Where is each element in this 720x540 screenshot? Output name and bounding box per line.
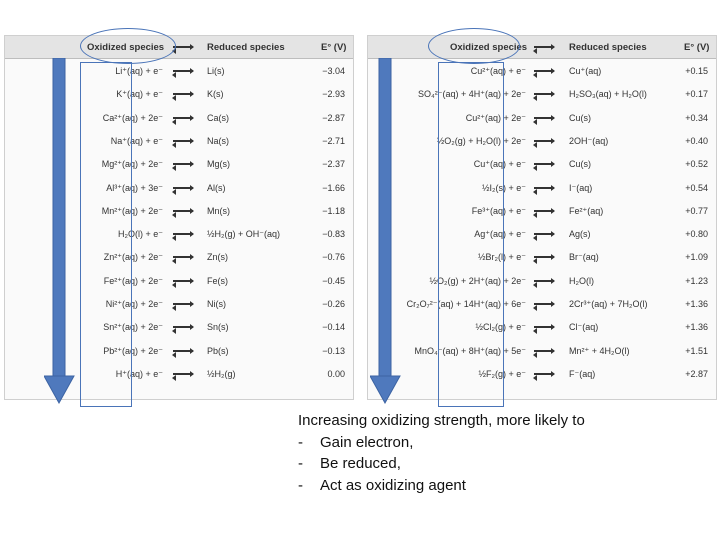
- e0-value-cell: +1.51: [685, 345, 708, 356]
- e0-value-cell: −0.76: [322, 252, 345, 263]
- reduced-species-cell: Ca(s): [207, 112, 229, 123]
- e0-value-cell: +0.77: [685, 205, 708, 216]
- table-row: [368, 316, 716, 339]
- reduced-species-cell: I⁻(aq): [569, 182, 593, 193]
- reduced-species-header: Reduced species: [207, 42, 285, 53]
- e0-value-cell: −2.93: [322, 89, 345, 100]
- oxidized-species-cell: Mg²⁺(aq) + 2e⁻: [101, 159, 163, 170]
- e0-value-cell: +1.09: [685, 252, 708, 263]
- oxidized-species-cell: H₂O(l) + e⁻: [118, 229, 163, 240]
- e0-value-cell: +1.23: [685, 275, 708, 286]
- oxidized-species-cell: Ag⁺(aq) + e⁻: [474, 229, 526, 240]
- caption-heading: Increasing oxidizing strength, more likely to: [298, 412, 585, 429]
- equilibrium-arrow-icon: [534, 350, 554, 352]
- reduced-species-cell: H₂SO₃(aq) + H₂O(l): [569, 89, 647, 100]
- e0-value-cell: −2.37: [322, 159, 345, 170]
- oxidized-species-cell: Fe³⁺(aq) + e⁻: [471, 205, 526, 216]
- oxidized-species-cell: ½O₂(g) + H₂O(l) + 2e⁻: [436, 135, 526, 146]
- table-row: [368, 153, 716, 176]
- equilibrium-arrow-icon: [173, 187, 193, 189]
- equilibrium-arrow-icon: [534, 280, 554, 282]
- right-oxidized-header-highlight-oval: [428, 28, 520, 64]
- e0-header: E° (V): [321, 42, 347, 53]
- oxidized-species-cell: ½Cl₂(g) + e⁻: [475, 322, 526, 333]
- table-row: [368, 83, 716, 106]
- reduced-species-cell: Al(s): [207, 182, 226, 193]
- reduced-species-cell: Cu(s): [569, 159, 591, 170]
- oxidized-species-cell: Cu²⁺(aq) + 2e⁻: [465, 112, 526, 123]
- table-row: [368, 177, 716, 200]
- oxidized-species-cell: Ni²⁺(aq) + 2e⁻: [105, 299, 163, 309]
- equilibrium-arrow-icon: [534, 70, 554, 72]
- equilibrium-arrow-icon: [534, 117, 554, 119]
- right-reduction-potential-table: [367, 35, 717, 400]
- oxidized-species-cell: Cu⁺(aq) + e⁻: [473, 159, 526, 170]
- table-row: [368, 246, 716, 269]
- e0-value-cell: +1.36: [685, 299, 708, 309]
- reduced-species-cell: Pb(s): [207, 345, 229, 356]
- e0-value-cell: −0.13: [322, 345, 345, 356]
- oxidized-species-cell: ½I₂(s) + e⁻: [481, 182, 526, 193]
- table-row: [368, 223, 716, 246]
- equilibrium-arrow-icon: [534, 233, 554, 235]
- bullet-dash: -: [298, 476, 303, 494]
- table-row: [368, 107, 716, 130]
- left-oxidized-header-highlight-oval: [80, 28, 176, 64]
- bullet-text: Be reduced,: [320, 455, 401, 472]
- table-row: [368, 200, 716, 223]
- left-down-arrow-icon: [44, 58, 76, 404]
- e0-value-cell: −1.66: [322, 182, 345, 193]
- reduced-species-cell: Fe²⁺(aq): [569, 205, 604, 216]
- oxidized-species-cell: H⁺(aq) + e⁻: [115, 368, 163, 379]
- reduced-species-header: Reduced species: [569, 42, 647, 53]
- e0-value-cell: 0.00: [327, 368, 345, 379]
- reduced-species-cell: Sn(s): [207, 322, 229, 333]
- reduced-species-cell: Zn(s): [207, 252, 228, 263]
- oxidized-species-header: Oxidized species: [87, 42, 165, 53]
- reduced-species-cell: Cu(s): [569, 112, 591, 123]
- e0-value-cell: +0.80: [685, 229, 708, 240]
- equilibrium-arrow-icon: [534, 187, 554, 189]
- reduced-species-cell: Mg(s): [207, 159, 230, 170]
- bullet-text: Gain electron,: [320, 433, 414, 451]
- equilibrium-arrow-icon: [173, 233, 193, 235]
- equilibrium-arrow-icon: [534, 210, 554, 212]
- e0-value-cell: −3.04: [322, 66, 345, 76]
- e0-value-cell: −2.87: [322, 112, 345, 123]
- e0-value-cell: +0.15: [685, 66, 708, 76]
- oxidized-species-cell: Na⁺(aq) + e⁻: [110, 135, 163, 146]
- e0-value-cell: +0.34: [685, 112, 708, 123]
- equilibrium-arrow-icon: [173, 163, 193, 165]
- caption-bullet: [298, 475, 718, 497]
- e0-value-cell: +0.17: [685, 89, 708, 100]
- e0-value-cell: +0.54: [685, 182, 708, 193]
- oxidized-species-cell: Fe²⁺(aq) + 2e⁻: [103, 275, 163, 286]
- equilibrium-arrow-icon: [173, 256, 193, 258]
- reduced-species-cell: Na(s): [207, 135, 229, 146]
- oxidized-species-cell: Mn²⁺(aq) + 2e⁻: [101, 205, 163, 216]
- equilibrium-arrow-icon: [173, 280, 193, 282]
- table-row: [368, 340, 716, 363]
- equilibrium-arrow-icon: [173, 140, 193, 142]
- table-row: [368, 363, 716, 386]
- left-oxidized-column-highlight-box: [80, 62, 132, 407]
- equilibrium-arrow-icon: [173, 210, 193, 212]
- oxidized-species-cell: MnO₄⁻(aq) + 8H⁺(aq) + 5e⁻: [414, 345, 526, 356]
- reduced-species-cell: Li(s): [207, 66, 225, 76]
- table-row: [368, 130, 716, 153]
- e0-value-cell: −0.45: [322, 275, 345, 286]
- caption-bullet: [298, 432, 718, 454]
- bullet-text: Act as oxidizing agent: [320, 476, 466, 494]
- table-row: [368, 270, 716, 293]
- oxidized-species-cell: Li⁺(aq) + e⁻: [115, 66, 163, 76]
- reduced-species-cell: Cl⁻(aq): [569, 322, 599, 333]
- oxidized-species-cell: Cu²⁺(aq) + e⁻: [470, 66, 526, 76]
- reduced-species-cell: Cu⁺(aq): [569, 66, 602, 76]
- oxidized-species-cell: Pb²⁺(aq) + 2e⁻: [103, 345, 163, 356]
- reduced-species-cell: ½H₂(g) + OH⁻(aq): [207, 229, 281, 240]
- oxidized-species-cell: Sn²⁺(aq) + 2e⁻: [103, 322, 163, 333]
- equilibrium-arrow-icon: [173, 70, 193, 72]
- equilibrium-arrow-icon: [534, 373, 554, 375]
- bullet-dash: -: [298, 455, 303, 472]
- right-oxidized-column-highlight-box: [438, 62, 504, 407]
- oxidized-species-cell: ½Br₂(l) + e⁻: [477, 252, 526, 263]
- equilibrium-arrow-icon: [534, 303, 554, 305]
- e0-header: E° (V): [684, 42, 710, 53]
- oxidized-species-cell: SO₄²⁻(aq) + 4H⁺(aq) + 2e⁻: [418, 89, 526, 100]
- table-row: [368, 293, 716, 316]
- oxidized-species-cell: Ca²⁺(aq) + 2e⁻: [102, 112, 163, 123]
- oxidized-species-cell: ½O₂(g) + 2H⁺(aq) + 2e⁻: [429, 275, 526, 286]
- reduced-species-cell: H₂O(l): [569, 275, 594, 286]
- equilibrium-arrow-icon: [173, 350, 193, 352]
- bullet-dash: -: [298, 433, 303, 451]
- oxidized-species-cell: Zn²⁺(aq) + 2e⁻: [103, 252, 163, 263]
- e0-value-cell: −1.18: [322, 205, 345, 216]
- reduced-species-cell: ½H₂(g): [207, 368, 236, 379]
- left-table-header: [5, 36, 353, 59]
- e0-value-cell: −2.71: [322, 135, 345, 146]
- e0-value-cell: −0.26: [322, 299, 345, 309]
- reduced-species-cell: 2Cr³⁺(aq) + 7H₂O(l): [569, 299, 648, 309]
- e0-value-cell: +1.36: [685, 322, 708, 333]
- oxidized-species-header: Oxidized species: [450, 42, 528, 53]
- reduced-species-cell: Br⁻(aq): [569, 252, 599, 263]
- reduced-species-cell: Mn²⁺ + 4H₂O(l): [569, 345, 630, 356]
- e0-value-cell: +0.40: [685, 135, 708, 146]
- equilibrium-arrow-icon: [173, 46, 193, 48]
- table-row: [368, 60, 716, 83]
- oxidized-species-cell: K⁺(aq) + e⁻: [116, 89, 163, 100]
- e0-value-cell: +2.87: [685, 368, 708, 379]
- reduced-species-cell: K(s): [207, 89, 224, 100]
- equilibrium-arrow-icon: [173, 93, 193, 95]
- equilibrium-arrow-icon: [534, 163, 554, 165]
- right-table-header: [368, 36, 716, 59]
- oxidized-species-cell: ½F₂(g) + e⁻: [478, 368, 526, 379]
- e0-value-cell: −0.14: [322, 322, 345, 333]
- oxidized-species-cell: Cr₂O₇²⁻(aq) + 14H⁺(aq) + 6e⁻: [406, 299, 526, 309]
- reduced-species-cell: Fe(s): [207, 275, 228, 286]
- equilibrium-arrow-icon: [173, 373, 193, 375]
- reduced-species-cell: Ni(s): [207, 299, 226, 309]
- e0-value-cell: −0.83: [322, 229, 345, 240]
- equilibrium-arrow-icon: [173, 303, 193, 305]
- reduced-species-cell: Ag(s): [569, 229, 591, 240]
- right-down-arrow-icon: [370, 58, 402, 404]
- equilibrium-arrow-icon: [173, 117, 193, 119]
- equilibrium-arrow-icon: [534, 140, 554, 142]
- e0-value-cell: +0.52: [685, 159, 708, 170]
- equilibrium-arrow-icon: [534, 46, 554, 48]
- equilibrium-arrow-icon: [534, 256, 554, 258]
- reduced-species-cell: 2OH⁻(aq): [569, 135, 609, 146]
- equilibrium-arrow-icon: [534, 93, 554, 95]
- oxidizing-strength-caption: [298, 410, 718, 496]
- equilibrium-arrow-icon: [534, 326, 554, 328]
- oxidized-species-cell: Al³⁺(aq) + 3e⁻: [106, 182, 163, 193]
- reduced-species-cell: Mn(s): [207, 205, 230, 216]
- equilibrium-arrow-icon: [173, 326, 193, 328]
- reduced-species-cell: F⁻(aq): [569, 368, 596, 379]
- caption-bullet: [298, 453, 718, 475]
